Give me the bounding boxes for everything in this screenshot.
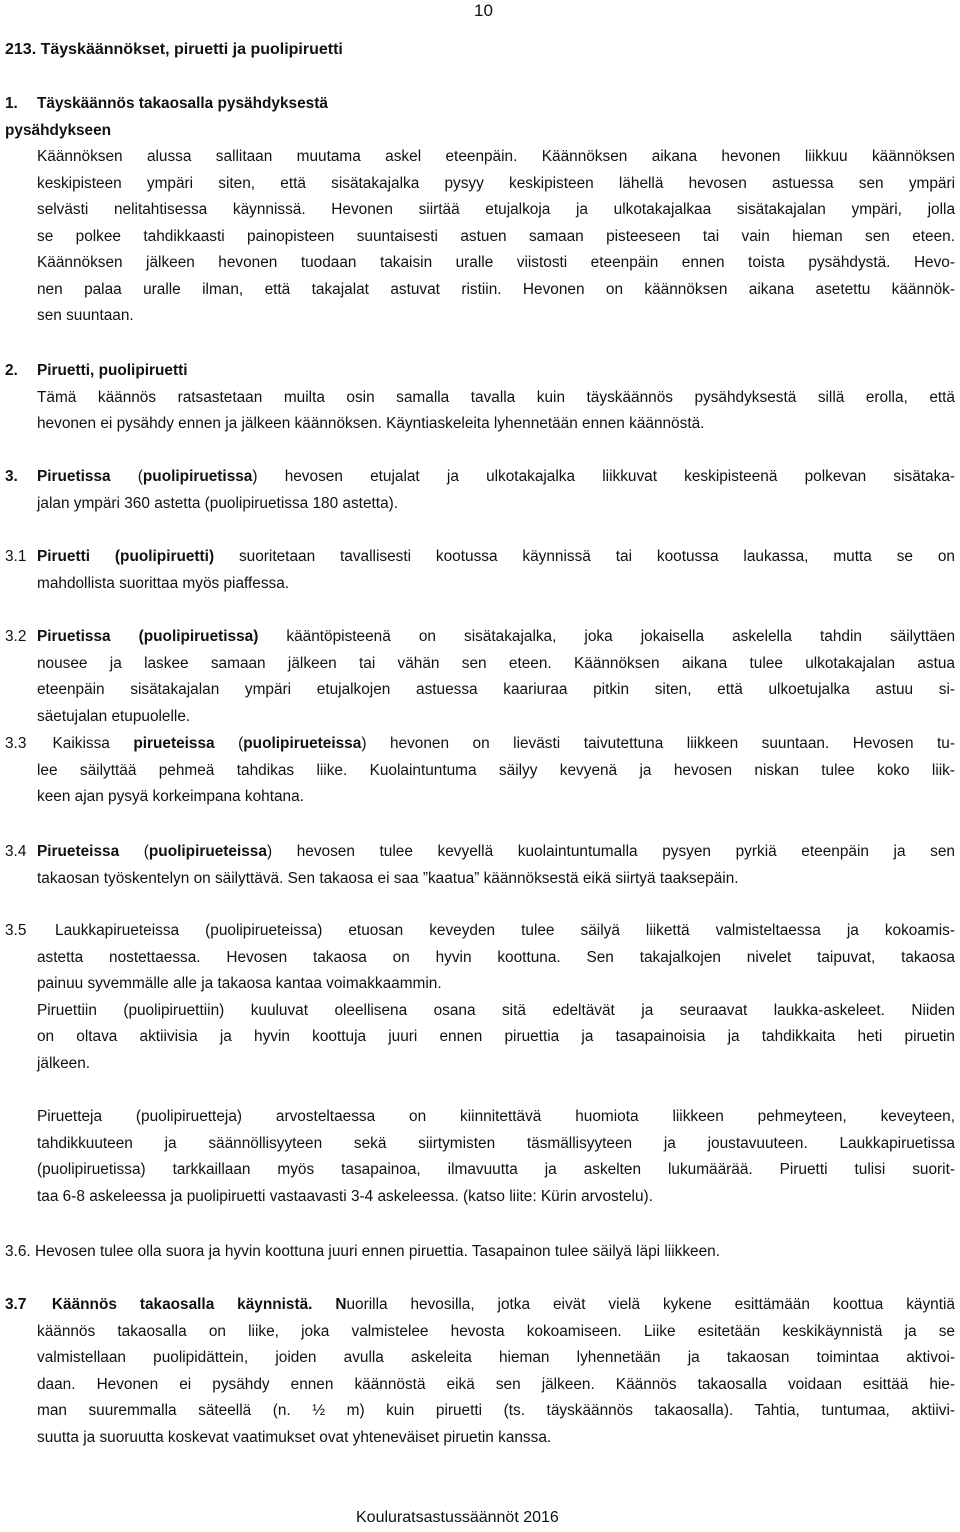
paragraph-line: hevonen ei pysähdy ennen ja jälkeen käännöksen. Käyntiaskeleita lyhennetään ennen käännöstä. — [37, 415, 705, 432]
paragraph-line: tahdikkuuteen ja säännöllisyyteen sekä siirtymisten täsmällisyyteen ja joustavuuteen. Laukkapiruetissa — [37, 1134, 955, 1152]
term-puolipirueteissa: puolipirueteissa — [243, 735, 362, 752]
term-puolipiruetissa: puolipiruetissa — [142, 468, 253, 485]
section-3-6-number: 3.6. — [5, 1243, 31, 1260]
section-3-6 — [5, 1239, 955, 1266]
text-fragment: ) hevosen tulee kevyellä kuolaintuntumalla pysyen pyrkiä eteenpäin ja sen — [266, 843, 955, 860]
paragraph-line: daan. Hevonen ei pysähdy ennen käännöstä eikä sen jälkeen. Käännös takaosalla voidaan esittää hie- — [37, 1375, 955, 1393]
paragraph-line: keen ajan pysyä korkeimpana kohtana. — [37, 788, 304, 805]
section-3-7 — [5, 1292, 955, 1451]
section-3-number: 3. — [5, 468, 18, 485]
paragraph-line: Tämä käännös ratsastetaan muilta osin samalla tavalla kuin täyskäännös pysähdyksestä sillä erolla, että — [37, 388, 955, 406]
paragraph-line: on oltava aktiivisia ja hyvin koottuja juuri ennen piruettia ja tasapainoisia ja tahdikkaita heti piruetin — [37, 1028, 955, 1045]
term-pirueteissa: pirueteissa — [133, 735, 215, 752]
paragraph-line: nen palaa uralle ilman, että takajalat astuvat ristiin. Hevonen on käännöksen aikana asetettu käännök- — [37, 280, 955, 298]
text-fragment: Hevosen tulee olla suora ja hyvin koottuna juuri ennen piruettia. Tasapainon tulee säilyä läpi liikkeen. — [30, 1243, 720, 1260]
term-piruetissa: Piruetissa — [37, 468, 111, 485]
paragraph-line: taa 6-8 askeleessa ja puolipiruetti vastaavasti 3-4 askeleessa. (katso liite: Kürin arvostelu). — [37, 1187, 653, 1205]
section-2-title: Piruetti, puolipiruetti — [37, 362, 188, 379]
text-fragment: Kaikissa — [29, 735, 134, 752]
paragraph-line: man suuremmalla säteellä (n. ½ m) kuin piruetti (ts. täyskäännös takaosalla). Tahtia, tuntumaa, aktiivi- — [37, 1402, 955, 1419]
text-fragment: uorilla hevosilla, jotka eivät vielä kykene esittämään koottua käyntiä — [346, 1296, 955, 1313]
text-fragment: ( — [110, 468, 143, 485]
section-3-5-number: 3.5 — [5, 922, 27, 939]
paragraph-line: selvästi nelitahtisessa käynnissä. Hevonen siirtää etujalkoja ja ulkotakajalkaa sisätakajalan ympäri, jolla — [37, 201, 955, 218]
paragraph-line: eteenpäin sisätakajalan ympäri etujalkojen astuessa kaariuraa pitkin siten, että ulkoetujalka astuu si- — [37, 681, 955, 698]
paragraph-line: astetta nostettaessa. Hevosen takaosa on hyvin koottuna. Sen takajalkojen nivelet taipuvat, takaosa — [37, 948, 955, 966]
section-3-7-title: Käännös takaosalla käynnistä. N — [29, 1296, 347, 1313]
section-2-number: 2. — [5, 362, 18, 379]
paragraph-line: Käännöksen alussa sallitaan muutama askel eteenpäin. Käännöksen aikana hevonen liikkuu käännöksen — [37, 148, 955, 165]
text-fragment: ( — [119, 843, 149, 860]
section-3-5 — [5, 918, 955, 1210]
text-fragment: ) hevonen on lievästi taivutettuna liikkeen suuntaan. Hevosen tu- — [361, 735, 955, 752]
paragraph-line: mahdollista suorittaa myös piaffessa. — [37, 574, 290, 592]
page-number: 10 — [474, 1, 493, 20]
text-fragment: ) hevosen etujalat ja ulkotakajalka liikkuvat keskipisteenä polkevan sisätaka- — [252, 468, 955, 485]
paragraph-line: sen suuntaan. — [37, 307, 134, 324]
term-piruetti: Piruetti (puolipiruetti) — [37, 548, 215, 565]
paragraph-line: nousee ja laskee samaan jälkeen tai vähän sen eteen. Käännöksen aikana tulee ulkotakajalan astua — [37, 654, 955, 672]
paragraph-line: säetujalan etupuolelle. — [37, 707, 191, 725]
paragraph-line: painuu syvemmälle alle ja takaosa kantaa voimakkaammin. — [37, 975, 442, 992]
section-3-7-number: 3.7 — [5, 1296, 27, 1313]
section-1-body — [5, 144, 955, 330]
section-3-3 — [5, 731, 955, 811]
section-1-title-line1: Täyskäännös takaosalla pysähdyksestä — [37, 95, 328, 112]
term-pirueteissa: Pirueteissa — [37, 843, 120, 860]
section-3-4-number: 3.4 — [5, 843, 27, 860]
section-3-2-number: 3.2 — [5, 628, 27, 645]
section-3-2 — [5, 624, 955, 730]
page-footer: Kouluratsastussäännöt 2016 — [356, 1509, 559, 1526]
paragraph-line: se polkee tahdikkaasti painopisteen suuntaisesti astuen samaan pisteeseen tai vain hieman sen eteen. — [37, 227, 955, 245]
paragraph-line: jalan ympäri 360 astetta (puolipiruetissa 180 astetta). — [37, 494, 399, 512]
section-3-1 — [5, 544, 955, 597]
paragraph-line: valmistellaan puolipidättein, joiden avulla askeleita hieman lyhennetään ja takaosan toimintaa aktivoi- — [37, 1349, 955, 1366]
section-1 — [5, 91, 955, 330]
paragraph-line: Piruettiin (puolipiruettiin) kuuluvat oleellisena osana sitä edeltävät ja seuraavat laukka-askeleet. Niiden — [37, 1001, 955, 1019]
section-3-3-number: 3.3 — [5, 735, 27, 752]
text-fragment: suoritetaan tavallisesti kootussa käynnissä tai kootussa laukassa, mutta se on — [214, 548, 955, 565]
section-1-heading — [5, 91, 955, 144]
section-1-title-line2: pysähdykseen — [5, 121, 112, 139]
paragraph-line: (puolipiruetissa) tarkkaillaan myös tasapainoa, ilmavuutta ja askelten lukumäärää. Piruetti tulisi suorit- — [37, 1161, 955, 1178]
section-1-number: 1. — [5, 95, 18, 112]
paragraph-line: suutta ja suoruutta koskevat vaatimukset ovat yhteneväiset piruetin kanssa. — [37, 1428, 552, 1446]
section-2 — [5, 358, 955, 438]
paragraph-line: käännös takaosalla on liike, joka valmistelee hevosta kokoamiseen. Liike esitetään keskikäynnistä ja se — [37, 1322, 955, 1340]
section-3-4 — [5, 839, 955, 892]
section-title: 213. Täyskäännökset, piruetti ja puolipiruetti — [5, 41, 343, 58]
section-3 — [5, 464, 955, 517]
term-piruetissa: Piruetissa (puolipiruetissa) — [37, 628, 259, 645]
paragraph-line: jälkeen. — [37, 1054, 91, 1072]
paragraph-line: keskipisteen ympäri siten, että sisätakajalka pysyy keskipisteen lähellä hevosen astuessa sen ympäri — [37, 174, 955, 192]
paragraph-line: Piruetteja (puolipiruetteja) arvosteltaessa on kiinnitettävä huomiota liikkeen pehmeyteen, keveyteen, — [37, 1108, 955, 1125]
term-puolipirueteissa: puolipirueteissa — [148, 843, 267, 860]
section-2-body — [5, 385, 955, 438]
text-fragment: Laukkapirueteissa (puolipirueteissa) etuosan keveyden tulee säilyä liikettä valmisteltaessa ja kokoamis- — [29, 922, 955, 939]
paragraph-line: takaosan työskentelyn on säilyttävä. Sen takaosa ei saa ”kaatua” käännöksestä eikä siirtyä taaksepäin. — [37, 869, 739, 887]
text-fragment: kääntöpisteenä on sisätakajalka, joka jokaisella askelella tahdin säilyttäen — [258, 628, 956, 645]
text-fragment: ( — [214, 735, 244, 752]
paragraph-line: Käännöksen jälkeen hevonen tuodaan takaisin uralle viistosti eteenpäin ennen toista pysähdystä. Hevo- — [37, 254, 955, 271]
paragraph-line: lee säilyttää pehmeä tahdikas liike. Kuolaintuntuma säilyy kevyenä ja hevosen niskan tulee koko liik- — [37, 761, 955, 779]
section-3-1-number: 3.1 — [5, 548, 27, 565]
